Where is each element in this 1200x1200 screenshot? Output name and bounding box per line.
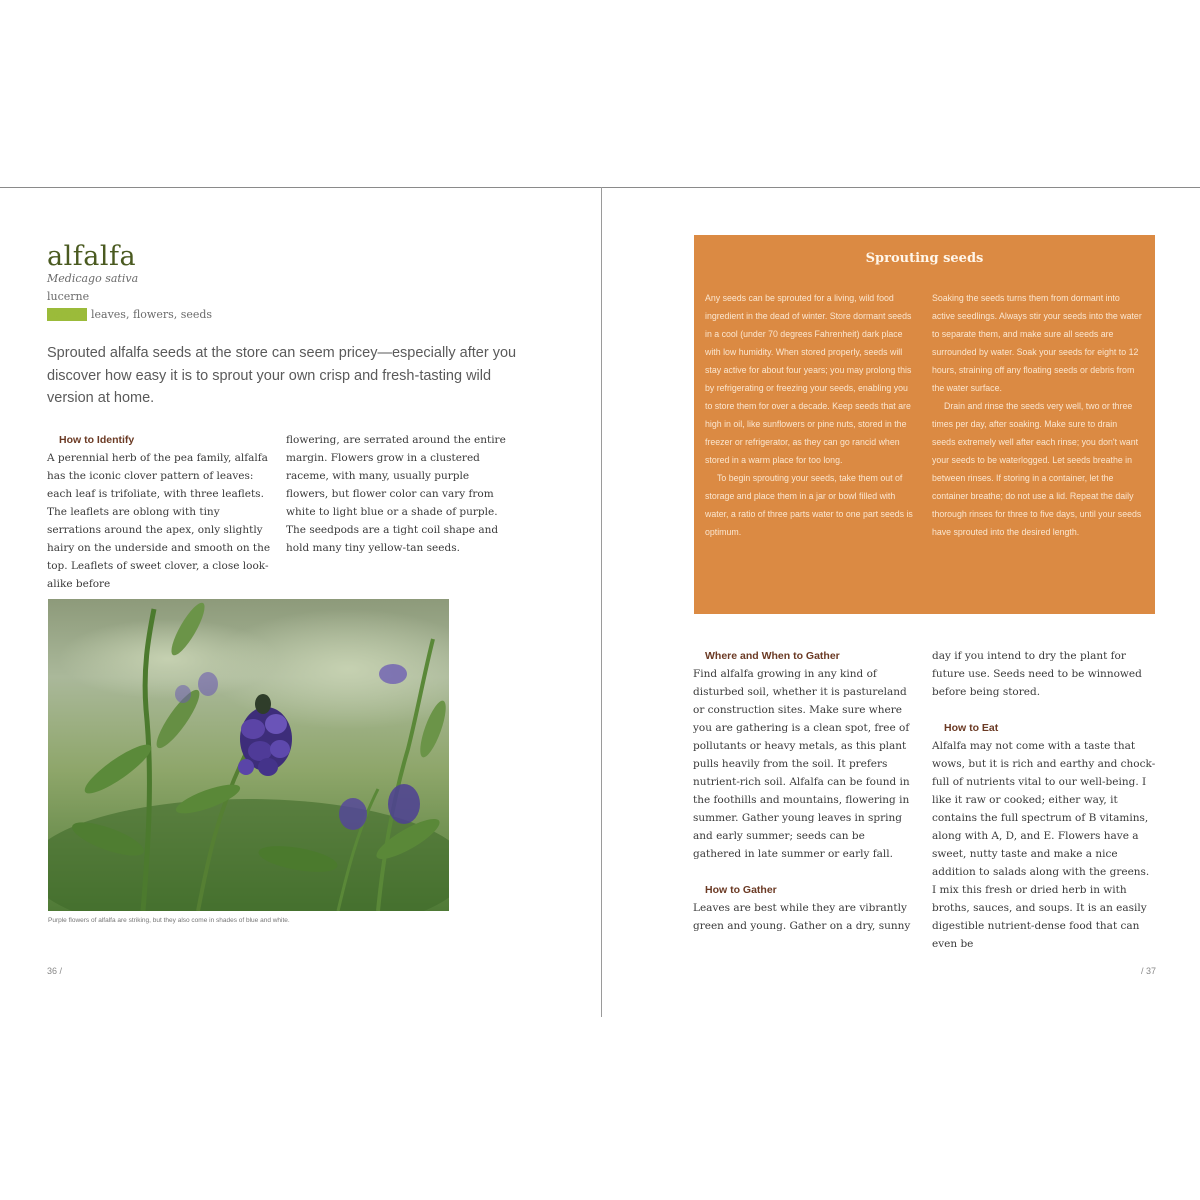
where-heading: Where and When to Gather [705, 650, 840, 662]
gather-text: Leaves are best while they are vibrantly green and young. Gather on a dry, sunny [693, 902, 911, 932]
eat-heading: How to Eat [944, 722, 999, 734]
right-column-2 [932, 647, 1156, 953]
latin-name: Medicago sativa [47, 272, 139, 285]
plant-title: alfalfa [47, 241, 137, 272]
sidebar-text-1: Any seeds can be sprouted for a living, wild food ingredient in the dead of winter. Store dormant seeds in a cool (under 70 degrees Fahrenheit) dark place with low humidity. When stored properly, seeds will stay active for about four years; you may prolong this by refrigerating or freezing your seeds, enabling you to store them for over a decade. Keep seeds that are high in oil, like sunflowers or pine nuts, stored in the freezer or refrigerator, as they can go rancid when stored in a warm place for too long. [705, 293, 912, 465]
eat-text: Alfalfa may not come with a taste that wows, but it is rich and earthy and chock-full of nutrients vital to our well-being. I like it raw or cooked; either way, it contains the full spectrum of B vitamins, along with A, D, and E. Flowers have a sweet, nutty taste and make a nice addition to salads along with the greens. I mix this fresh or dried herb in with broths, sauces, and soups. It is an easily digestible nutrient-dense food that can even be [932, 740, 1156, 950]
page-number-left: 36 / [47, 966, 63, 976]
gather-text-continued: day if you intend to dry the plant for future use. Seeds need to be winnowed before being stored. [932, 650, 1142, 698]
alfalfa-photo [48, 599, 449, 911]
sprouting-seeds-sidebar [694, 235, 1155, 614]
right-column-1 [693, 647, 915, 935]
uses-line [47, 308, 212, 321]
sidebar-column-1 [705, 289, 915, 541]
sidebar-column-2 [932, 289, 1142, 541]
lede-paragraph: Sprouted alfalfa seeds at the store can seem pricey—especially after you discover how easy it is to sprout your own crisp and fresh-tasting wild version at home. [47, 345, 517, 406]
uses-text: leaves, flowers, seeds [91, 308, 213, 321]
uses-badge: EDIBLE [47, 308, 87, 321]
left-page [0, 188, 601, 1018]
common-name: lucerne [47, 290, 90, 303]
gather-heading: How to Gather [705, 884, 777, 896]
identify-column-1 [47, 431, 273, 593]
identify-text-1: A perennial herb of the pea family, alfalfa has the iconic clover pattern of leaves: each leaf is trifoliate, with three leaflets. The leaflets are oblong with tiny serrations around the apex, only slightly hairy on the underside and smooth on the top. Leaflets of sweet clover, a close look-alike before [47, 452, 271, 590]
photo-caption: Purple flowers of alfalfa are striking, but they also come in shades of blue and white. [48, 917, 290, 924]
sidebar-title: Sprouting seeds [865, 251, 984, 266]
identify-text-2: flowering, are serrated around the entire margin. Flowers grow in a clustered raceme, with many, usually purple flowers, but flower color can vary from white to light blue or a shade of purple. The seedpods are a tight coil shape and hold many tiny yellow-tan seeds. [286, 434, 506, 554]
sidebar-text-3: Soaking the seeds turns them from dormant into active seedlings. Always stir your seeds into the water to separate them, and make sure all seeds are surrounded by water. Soak your seeds for eight to 12 hours, straining off any floating seeds or debris from the water surface. [932, 293, 1142, 393]
identify-column-2 [286, 431, 512, 557]
page-number-right: / 37 [1140, 966, 1156, 976]
page-gutter [601, 187, 602, 1017]
sidebar-text-4: Drain and rinse the seeds very well, two or three times per day, after soaking. Make sure to drain seeds extremely well after each rinse; you don't want your seeds to be waterlogged. Let seeds breathe in between rinses. If storing in a container, let the container breathe; do not use a lid. Repeat the daily thorough rinses for three to five days, until your seeds have sprouted into the desired length. [932, 401, 1142, 537]
right-page [602, 188, 1200, 1018]
identify-heading: How to Identify [59, 434, 135, 446]
sidebar-text-2: To begin sprouting your seeds, take them out of storage and place them in a jar or bowl filled with water, a ratio of three parts water to one part seeds is optimum. [705, 473, 913, 537]
alfalfa-flower-image [48, 599, 449, 911]
where-text: Find alfalfa growing in any kind of disturbed soil, whether it is pastureland or construction sites. Make sure where you are gathering is a clean spot, free of pollutants or heavy metals, as this plant pulls heavily from the soil. It prefers nutrient-rich soil. Alfalfa can be found in the foothills and mountains, flowering in summer. Gather young leaves in spring and early summer; seeds can be gathered in late summer or early fall. [693, 668, 910, 860]
book-spread [0, 187, 1200, 1018]
